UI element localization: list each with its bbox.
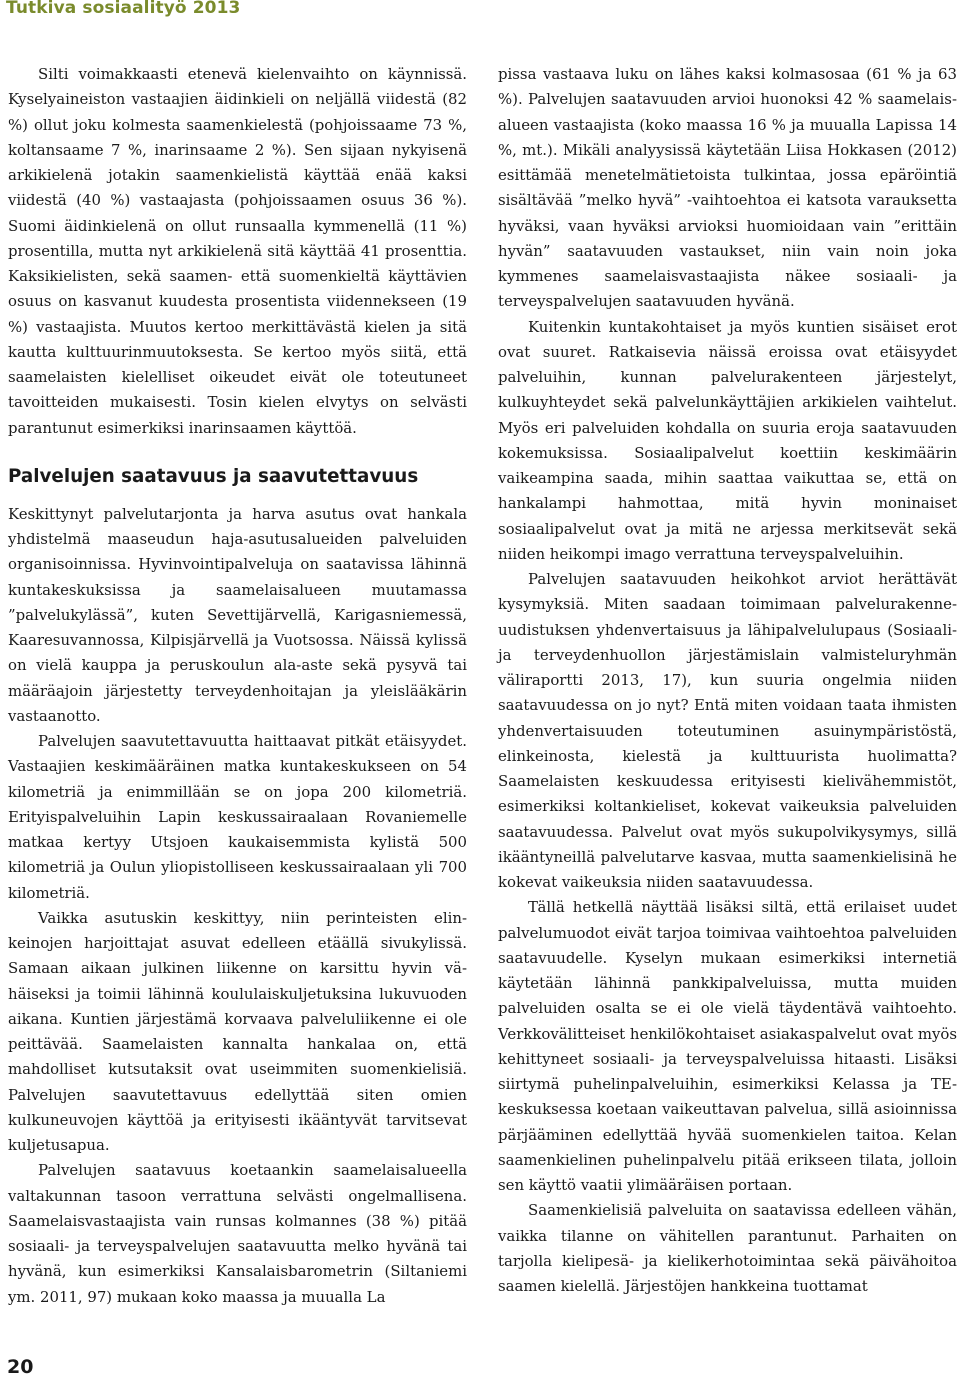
- section-heading: Palvelujen saatavuus ja saavutettavuus: [8, 465, 419, 487]
- body-paragraph: Palvelujen saavutettavuutta haittaavat pitkät etäisyydet. Vastaajien keskimääräinen matka kuntakeskukseen on 54 kilometriä ja enimmillään se on jopa 200 kilometriä. Erityispalveluihin Lapin keskussairaalaan Rovaniemelle matkaa kertyy Utsjoen kaukaisemmista kylistä 500 kilometriä ja Oulun yliopistolliseen keskussairaalaan yli 700 kilometriä.: [8, 732, 467, 902]
- body-paragraph: Tällä hetkellä näyttää lisäksi siltä, että erilaiset uudet palvelumuodot eivät tarjoa toimivaa vaihtoehtoa palveluiden saatavuudelle. Kyselyn mukaan esimerkiksi internetiä käytetään lähinnä pankkipalveluissa, mutta muiden palveluiden osalta se ei ole vielä täydentävä vaihtoehto. Verkkovälitteiset henkilökohtaiset asiakaspalvelut ovat myös kehittyneet sosiaali- ja terveyspalveluissa hitaasti. Lisäksi siirtymä puhelinpalveluihin, esimerkiksi Kelassa ja TE-keskuksessa koetaan vaikeuttavan palvelua, sillä asioinnissa pärjääminen edellyttää hyvää suomenkielen taitoa. Kelan saamenkielinen puhelinpalvelu pitää erikseen tilata, jolloin sen käyttö vaatii ylimääräisen portaan.: [498, 898, 958, 1194]
- body-paragraph: Keskittynyt palvelutarjonta ja harva asutus ovat hankala yhdistelmä maaseudun haja-asutusalueiden palveluiden organisoinnissa. Hyvinvointipalveluja on saatavissa lähinnä kuntakeskuksissa ja saamelaisalueen muutamassa ”palvelukylässä”, kuten Sevettijärvellä, Karigasniemessä, Kaaresuvannossa, Kilpisjärvellä ja Vuotsossa. Näissä kylissä on vielä kauppa ja peruskoulun ala-aste sekä pysyvä tai määräajoin järjestetty terveydenhoitajan ja yleislääkärin vastaanotto.: [8, 504, 467, 725]
- right-column: [498, 62, 957, 1299]
- body-paragraph: Palvelujen saatavuus koetaankin saamelaisalueella valtakunnan tasoon verrattuna selvästi ongelmallisena. Saamelaisvastaajista vain runsas kolmannes (38 %) pitää sosiaali- ja terveyspalvelujen saatavuutta melko hyvänä tai hyvänä, kun esimerkiksi Kansalaisbarometrin (Siltaniemi ym. 2011, 97) mukaan koko maassa ja muualla La: [8, 1161, 467, 1306]
- body-paragraph: Vaikka asutuskin keskittyy, niin perinteisten elinkeinojen harjoittajat asuvat edelleen etäällä sivukylissä. Samaan aikaan julkinen liikenne on karsittu hyvin vähäiseksi ja toimii lähinnä koululaiskuljetuksina lukuvuoden aikana. Kuntien järjestämä korvaava palveluliikenne ei ole peittävää. Saamelaisten kannalta hankalaa on, että mahdolliset kutsutaksit ovat useimmiten suomenkielisiä. Palvelujen saavutettavuus edellyttää siten omien kulkuneuvojen käyttöä ja erityisesti ikääntyvät tarvitsevat kuljetusapua.: [8, 908, 467, 1154]
- intro-paragraph: Silti voimakkaasti etenevä kielenvaihto on käynnissä. Kyselyaineiston vastaajien äidinkieli on neljällä viidestä (82 %) ollut joku kolmesta saamenkielestä (pohjoissaame 73 %, koltansaame 7 %, inarinsaame 2 %). Sen sijaan nykyisenä arkikielenä jotakin saamenkielistä käyttää enää kaksi viidestä (40 %) vastaajasta (pohjoissaamen osuus 36 %). Suomi äidinkielenä on ollut runsaalla kymmenellä (11 %) prosentilla, mutta nyt arkikielenä sitä käyttää 41 prosenttia. Kaksikielisten, sekä saamen- että suomenkieltä käyttävien osuus on kasvanut kuudesta prosentista viidennekseen (19 %) vastaajista. Muutos kertoo merkittävästä kielen ja sitä kautta kulttuurinmuutoksesta. Se kertoo myös siitä, että saamelaisten kielelliset oikeudet eivät ole toteutuneet tavoitteiden mukaisesti. Tosin kielen elvytys on selvästi parantunut esimerkiksi inarinsaamen käyttöä.: [8, 65, 467, 437]
- left-column: [8, 62, 467, 1310]
- body-paragraph: Kuitenkin kuntakohtaiset ja myös kuntien sisäiset erot ovat suuret. Ratkaisevia näissä eroissa ovat etäisyydet palveluihin, kunnan palvelurakenteen järjestelyt, kulkuyhteydet sekä palvelunkäyttäjien arkikielen vaihtelut. Myös eri palveluiden kohdalla on suuria eroja saatavuuden kokemuksissa. Sosiaalipalvelut koettiin keskimäärin vaikeampina saada, mihin saattaa vaikuttaa se, että on hankalampi hahmottaa, mitä hyvin moninaiset sosiaalipalvelut ovat ja mitä ne arjessa merkitsevät sekä niiden heikompi imago verrattuna terveyspalveluihin.: [498, 317, 957, 563]
- body-paragraph: Palvelujen saatavuuden heikohkot arviot herättävät kysymyksiä. Miten saadaan toimimaan palvelurakenneuudistuksen yhdenvertaisuus ja lähipalvelulupaus (Sosiaali- ja terveydenhuollon järjestämislain valmisteluryhmän väliraportti 2013, 17), kun suuria ongelmia niiden saatavuudessa on jo nyt? Entä miten voidaan taata ihmisten yhdenvertaisuuden toteutuminen asuinympäristöstä, elinkeinosta, kielestä ja kulttuurista huolimatta? Saamelaisten keskuudessa erityisesti kielivähemmistöt, esimerkiksi koltankieliset, kokevat vaikeuksia palveluiden saatavuudessa. Palvelut ovat myös sukupolvikysymys, sillä ikääntyneillä palvelutarve kasvaa, mutta saamenkielisinä he kokevat vaikeuksia niiden saatavuudessa.: [498, 570, 957, 891]
- body-paragraph: Saamenkielisiä palveluita on saatavissa edelleen vähän, vaikka tilanne on vähitellen parantunut. Parhaiten on tarjolla kielipesä- ja kielikerhotoimintaa sekä päivähoitoa saamen kielellä. Järjestöjen hankkeina tuottamat: [498, 1201, 957, 1295]
- page-number: 20: [7, 1356, 34, 1378]
- running-header: Tutkiva sosiaalityö 2013: [6, 0, 241, 18]
- body-paragraph: pissa vastaava luku on lähes kaksi kolmasosaa (61 % ja 63 %). Palvelujen saatavuuden arvioi huonoksi 42 % saamelaisalueen vastaajista (koko maassa 16 % ja muualla Lapissa 14 %, mt.). Mikäli analyysissä käytetään Liisa Hokkasen (2012) esittämää menetelmätietoista tulkintaa, jossa epäröintiä sisältävää ”melko hyvä” -vaihtoehtoa ei katsota varauksetta hyväksi, vaan hyväksi arvioksi huomioidaan vain ”erittäin hyvän” saatavuuden vastaukset, niin vain noin joka kymmenes saamelaisvastaajista näkee sosiaali- ja terveyspalvelujen saatavuuden hyvänä.: [498, 65, 957, 311]
